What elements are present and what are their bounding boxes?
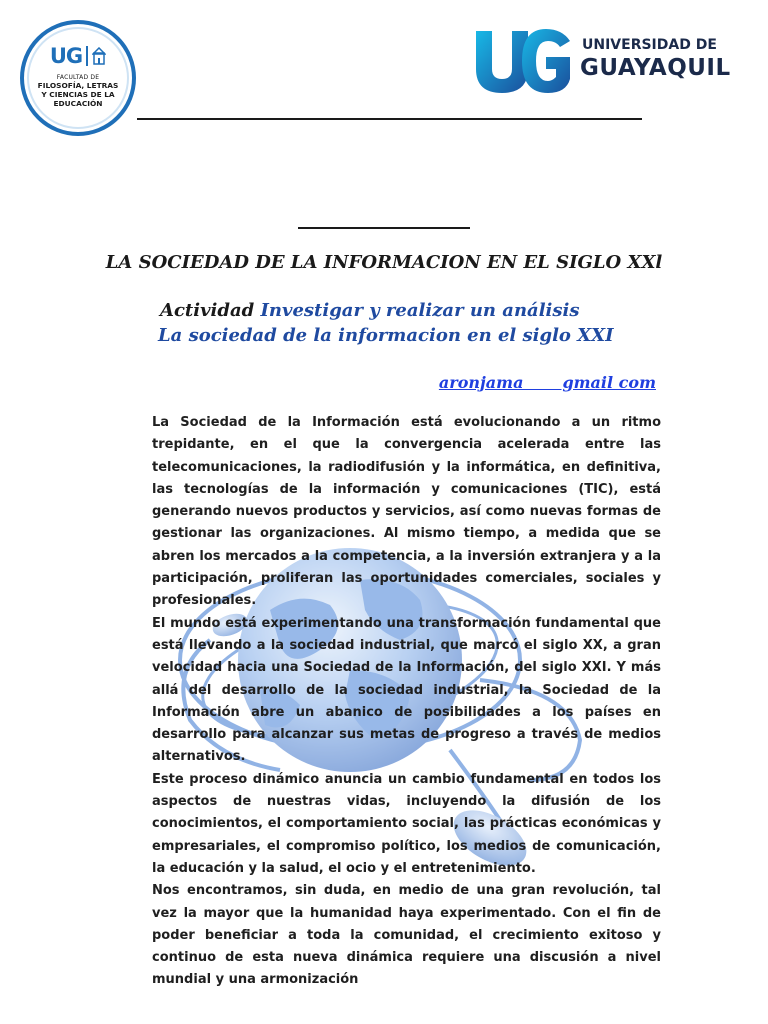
activity-label: Actividad — [160, 300, 255, 321]
body-paragraph: Nos encontramos, sin duda, en medio de una gran revolución, tal vez la mayor que la humanidad haya experimentado. Con el fin de poder beneficiar a toda la comunidad, el crecimiento exitoso y continuo de esta nueva dinámica requiere una discusión a nivel mundial y una armonización — [152, 883, 661, 988]
short-divider — [298, 227, 470, 229]
activity-subtitle: La sociedad de la informacion en el siglo XXI — [158, 325, 614, 346]
faculty-seal-line-3: EDUCACIÓN — [53, 99, 103, 108]
building-icon — [92, 47, 106, 65]
faculty-seal-brand-row — [50, 44, 106, 68]
faculty-seal-line-2: Y CIENCIAS DE LA — [41, 90, 115, 99]
faculty-seal-label: FACULTAD DE — [56, 74, 100, 81]
faculty-seal-divider — [86, 46, 88, 66]
faculty-seal-logo — [20, 20, 136, 136]
document-body — [152, 412, 661, 992]
body-paragraph: El mundo está experimentando una transformación fundamental que está llevando a la sociedad industrial, que marcó el siglo XX, a gran velocidad hacia una Sociedad de la Información, del siglo XXI. Y más allá del desarrollo de la sociedad industrial, la Sociedad de la Información abre un abanico de posibilidades a los países en desarrollo para alcanzar sus metas de progreso a través de medios alternativos. — [152, 615, 661, 765]
header-divider — [137, 118, 642, 120]
university-name-line-1: UNIVERSIDAD DE — [582, 37, 717, 53]
university-logo — [472, 25, 734, 95]
activity-line — [160, 300, 579, 321]
author-email-link[interactable]: aronjama gmail com — [438, 373, 656, 392]
activity-task: Investigar y realizar un análisis — [260, 300, 580, 321]
body-paragraph: Este proceso dinámico anuncia un cambio fundamental en todos los aspectos de nuestras vidas, incluyendo la difusión de los conocimientos, el comportamiento social, las prácticas económicas y empresariales, el compromiso político, los medios de comunicación, la educación y la salud, el ocio y el entretenimiento. — [152, 771, 661, 876]
ug-mark-icon — [472, 27, 572, 93]
faculty-seal-line-1: FILOSOFÍA, LETRAS — [37, 81, 119, 90]
faculty-seal-brand: UG — [49, 44, 83, 68]
university-name-line-2: GUAYAQUIL — [580, 55, 731, 81]
body-paragraph: La Sociedad de la Información está evolucionando a un ritmo trepidante, en el que la convergencia acelerada entre las telecomunicaciones, la radiodifusión y la informática, en definitiva, las tecnologías de la información y comunicaciones (TIC), está generando nuevos productos y servicios, así como nuevas formas de gestionar las organizaciones. Al mismo tiempo, a medida que se abren los mercados a la competencia, a la inversión extranjera y a la participación, proliferan las oportunidades comerciales, sociales y profesionales. — [152, 415, 661, 609]
document-title: LA SOCIEDAD DE LA INFORMACION EN EL SIGLO XXl — [105, 252, 663, 273]
